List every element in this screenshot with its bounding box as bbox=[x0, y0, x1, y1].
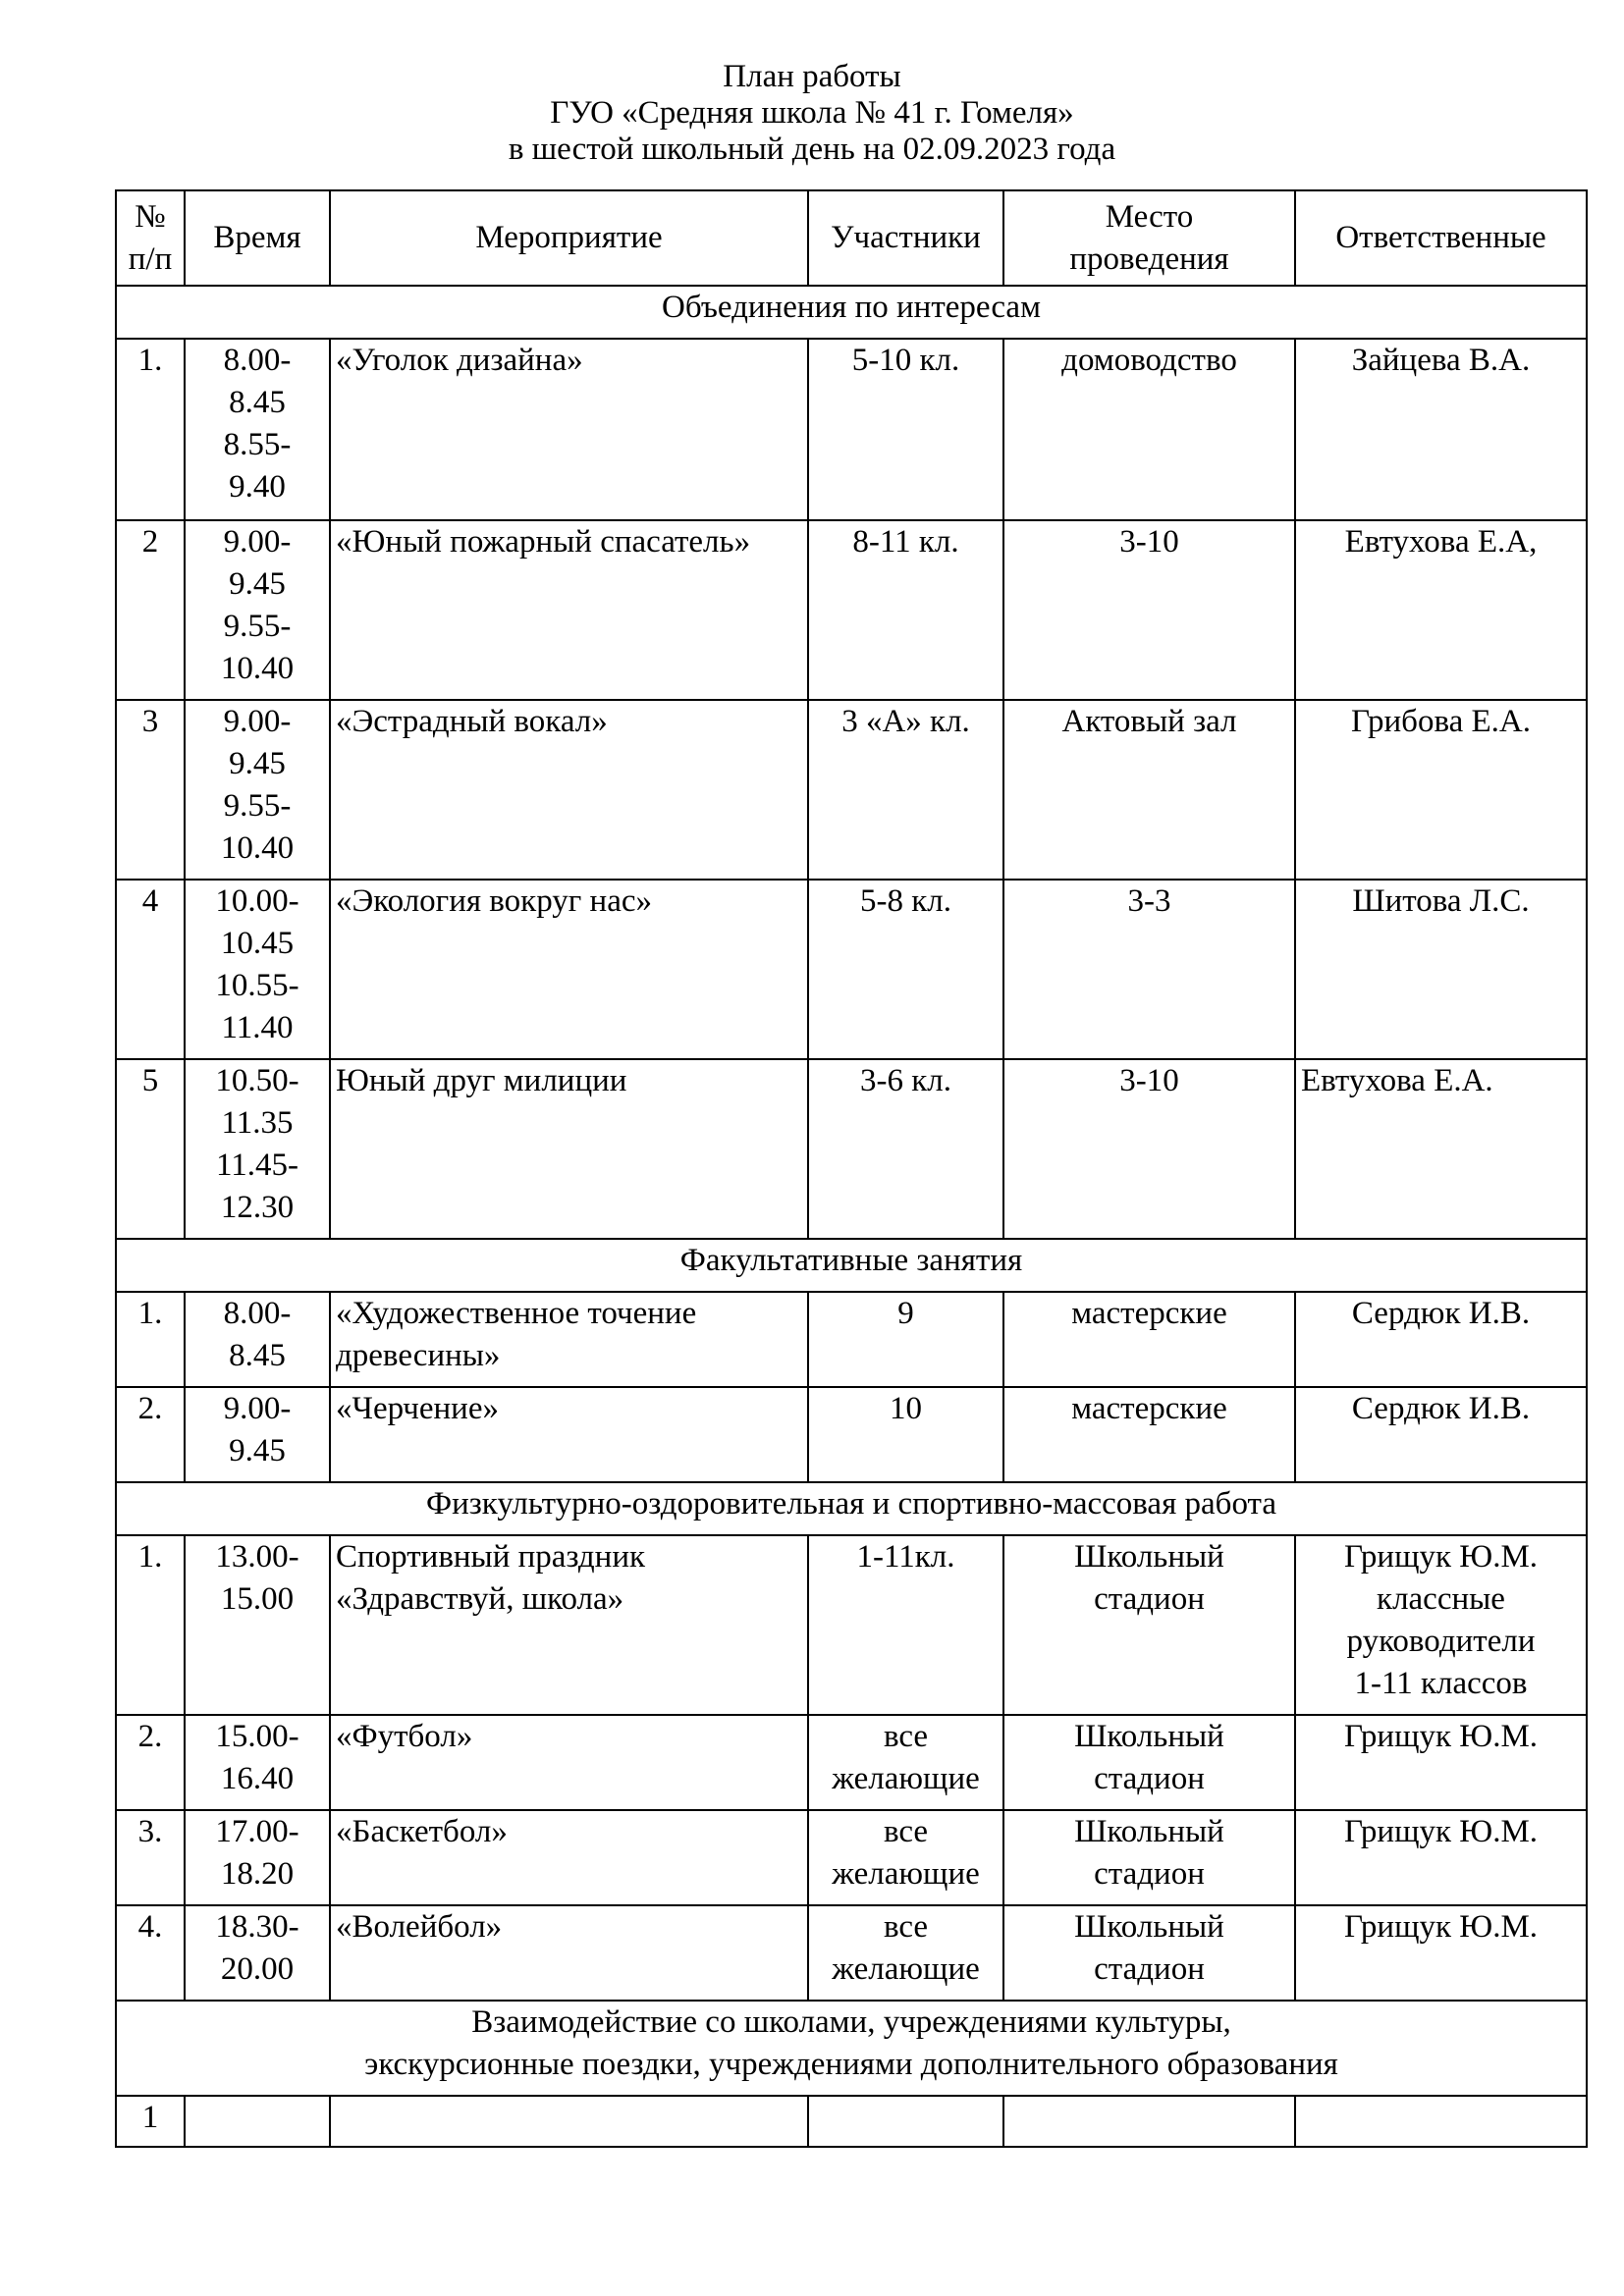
row-event: «Эстрадный вокал» bbox=[330, 700, 808, 880]
row-participants: 8-11 кл. bbox=[808, 520, 1003, 700]
row-place bbox=[1003, 2096, 1295, 2147]
row-place: Актовый зал bbox=[1003, 700, 1295, 880]
section-row bbox=[116, 286, 1587, 339]
table-row bbox=[116, 1387, 1587, 1482]
row-participants: 5-8 кл. bbox=[808, 880, 1003, 1059]
row-participants: 10 bbox=[808, 1387, 1003, 1482]
col-header-event: Мероприятие bbox=[330, 190, 808, 286]
row-number: 1 bbox=[116, 2096, 185, 2147]
row-event: «Уголок дизайна» bbox=[330, 339, 808, 520]
table-row bbox=[116, 2096, 1587, 2147]
row-number: 4 bbox=[116, 880, 185, 1059]
row-event: «Юный пожарный спасатель» bbox=[330, 520, 808, 700]
table-row bbox=[116, 1292, 1587, 1387]
row-event: «Футбол» bbox=[330, 1715, 808, 1810]
row-time: 10.00- 10.45 10.55- 11.40 bbox=[185, 880, 330, 1059]
section-row bbox=[116, 1239, 1587, 1292]
row-time: 18.30- 20.00 bbox=[185, 1905, 330, 2001]
row-place: Школьный стадион bbox=[1003, 1905, 1295, 2001]
row-time: 9.00- 9.45 bbox=[185, 1387, 330, 1482]
row-number: 1. bbox=[116, 339, 185, 520]
row-number: 3. bbox=[116, 1810, 185, 1905]
table-row bbox=[116, 339, 1587, 520]
row-responsible: Сердюк И.В. bbox=[1295, 1387, 1587, 1482]
row-time: 17.00- 18.20 bbox=[185, 1810, 330, 1905]
col-header-participants: Участники bbox=[808, 190, 1003, 286]
section-title: Взаимодействие со школами, учреждениями культуры, экскурсионные поездки, учреждениями дополнительного образования bbox=[116, 2001, 1587, 2096]
row-event: «Художественное точение древесины» bbox=[330, 1292, 808, 1387]
row-time: 9.00- 9.45 9.55- 10.40 bbox=[185, 520, 330, 700]
plan-title: План работы bbox=[723, 59, 901, 94]
plan-date: в шестой школьный день на 02.09.2023 года bbox=[508, 132, 1116, 167]
row-place: Школьный стадион bbox=[1003, 1715, 1295, 1810]
row-time: 8.00- 8.45 bbox=[185, 1292, 330, 1387]
row-event bbox=[330, 2096, 808, 2147]
row-number: 4. bbox=[116, 1905, 185, 2001]
row-place: домоводство bbox=[1003, 339, 1295, 520]
row-number: 1. bbox=[116, 1535, 185, 1715]
row-responsible: Грищук Ю.М. bbox=[1295, 1715, 1587, 1810]
row-event: «Волейбол» bbox=[330, 1905, 808, 2001]
col-header-responsible: Ответственные bbox=[1295, 190, 1587, 286]
row-time: 15.00- 16.40 bbox=[185, 1715, 330, 1810]
table-row bbox=[116, 1715, 1587, 1810]
row-responsible: Грищук Ю.М. bbox=[1295, 1810, 1587, 1905]
row-participants: 9 bbox=[808, 1292, 1003, 1387]
work-plan-table bbox=[115, 189, 1588, 2148]
row-time: 8.00- 8.45 8.55- 9.40 bbox=[185, 339, 330, 520]
table-row bbox=[116, 700, 1587, 880]
row-participants bbox=[808, 2096, 1003, 2147]
row-participants: 3-6 кл. bbox=[808, 1059, 1003, 1239]
row-place: мастерские bbox=[1003, 1292, 1295, 1387]
table-row bbox=[116, 1535, 1587, 1715]
document-heading bbox=[0, 59, 1624, 168]
col-header-time: Время bbox=[185, 190, 330, 286]
section-title: Физкультурно-оздоровительная и спортивно-массовая работа bbox=[116, 1482, 1587, 1535]
row-responsible: Грищук Ю.М. bbox=[1295, 1905, 1587, 2001]
row-time: 10.50- 11.35 11.45- 12.30 bbox=[185, 1059, 330, 1239]
section-title: Объединения по интересам bbox=[116, 286, 1587, 339]
section-row bbox=[116, 1482, 1587, 1535]
row-event: Спортивный праздник «Здравствуй, школа» bbox=[330, 1535, 808, 1715]
row-number: 2 bbox=[116, 520, 185, 700]
school-name: ГУО «Средняя школа № 41 г. Гомеля» bbox=[550, 95, 1074, 131]
row-event: «Черчение» bbox=[330, 1387, 808, 1482]
row-number: 2. bbox=[116, 1715, 185, 1810]
table-row bbox=[116, 880, 1587, 1059]
col-header-place: Место проведения bbox=[1003, 190, 1295, 286]
table-row bbox=[116, 520, 1587, 700]
section-row bbox=[116, 2001, 1587, 2096]
row-place: мастерские bbox=[1003, 1387, 1295, 1482]
row-number: 1. bbox=[116, 1292, 185, 1387]
row-participants: 5-10 кл. bbox=[808, 339, 1003, 520]
row-place: 3-10 bbox=[1003, 520, 1295, 700]
row-participants: все желающие bbox=[808, 1905, 1003, 2001]
row-responsible: Евтухова Е.А. bbox=[1295, 1059, 1587, 1239]
row-participants: все желающие bbox=[808, 1810, 1003, 1905]
row-time: 13.00- 15.00 bbox=[185, 1535, 330, 1715]
row-responsible: Евтухова Е.А, bbox=[1295, 520, 1587, 700]
row-event: «Баскетбол» bbox=[330, 1810, 808, 1905]
row-responsible: Грищук Ю.М. классные руководители 1-11 классов bbox=[1295, 1535, 1587, 1715]
table-row bbox=[116, 1059, 1587, 1239]
row-participants: все желающие bbox=[808, 1715, 1003, 1810]
row-number: 3 bbox=[116, 700, 185, 880]
row-responsible: Грибова Е.А. bbox=[1295, 700, 1587, 880]
row-responsible: Шитова Л.С. bbox=[1295, 880, 1587, 1059]
row-place: Школьный стадион bbox=[1003, 1535, 1295, 1715]
row-event: Юный друг милиции bbox=[330, 1059, 808, 1239]
table-row bbox=[116, 1810, 1587, 1905]
row-number: 2. bbox=[116, 1387, 185, 1482]
row-place: Школьный стадион bbox=[1003, 1810, 1295, 1905]
table-row bbox=[116, 1905, 1587, 2001]
row-responsible: Зайцева В.А. bbox=[1295, 339, 1587, 520]
section-title: Факультативные занятия bbox=[116, 1239, 1587, 1292]
row-responsible: Сердюк И.В. bbox=[1295, 1292, 1587, 1387]
row-participants: 1-11кл. bbox=[808, 1535, 1003, 1715]
row-responsible bbox=[1295, 2096, 1587, 2147]
row-place: 3-3 bbox=[1003, 880, 1295, 1059]
row-participants: 3 «А» кл. bbox=[808, 700, 1003, 880]
row-time bbox=[185, 2096, 330, 2147]
row-event: «Экология вокруг нас» bbox=[330, 880, 808, 1059]
table-header-row bbox=[116, 190, 1587, 286]
row-time: 9.00- 9.45 9.55- 10.40 bbox=[185, 700, 330, 880]
col-header-number: № п/п bbox=[116, 190, 185, 286]
row-number: 5 bbox=[116, 1059, 185, 1239]
row-place: 3-10 bbox=[1003, 1059, 1295, 1239]
